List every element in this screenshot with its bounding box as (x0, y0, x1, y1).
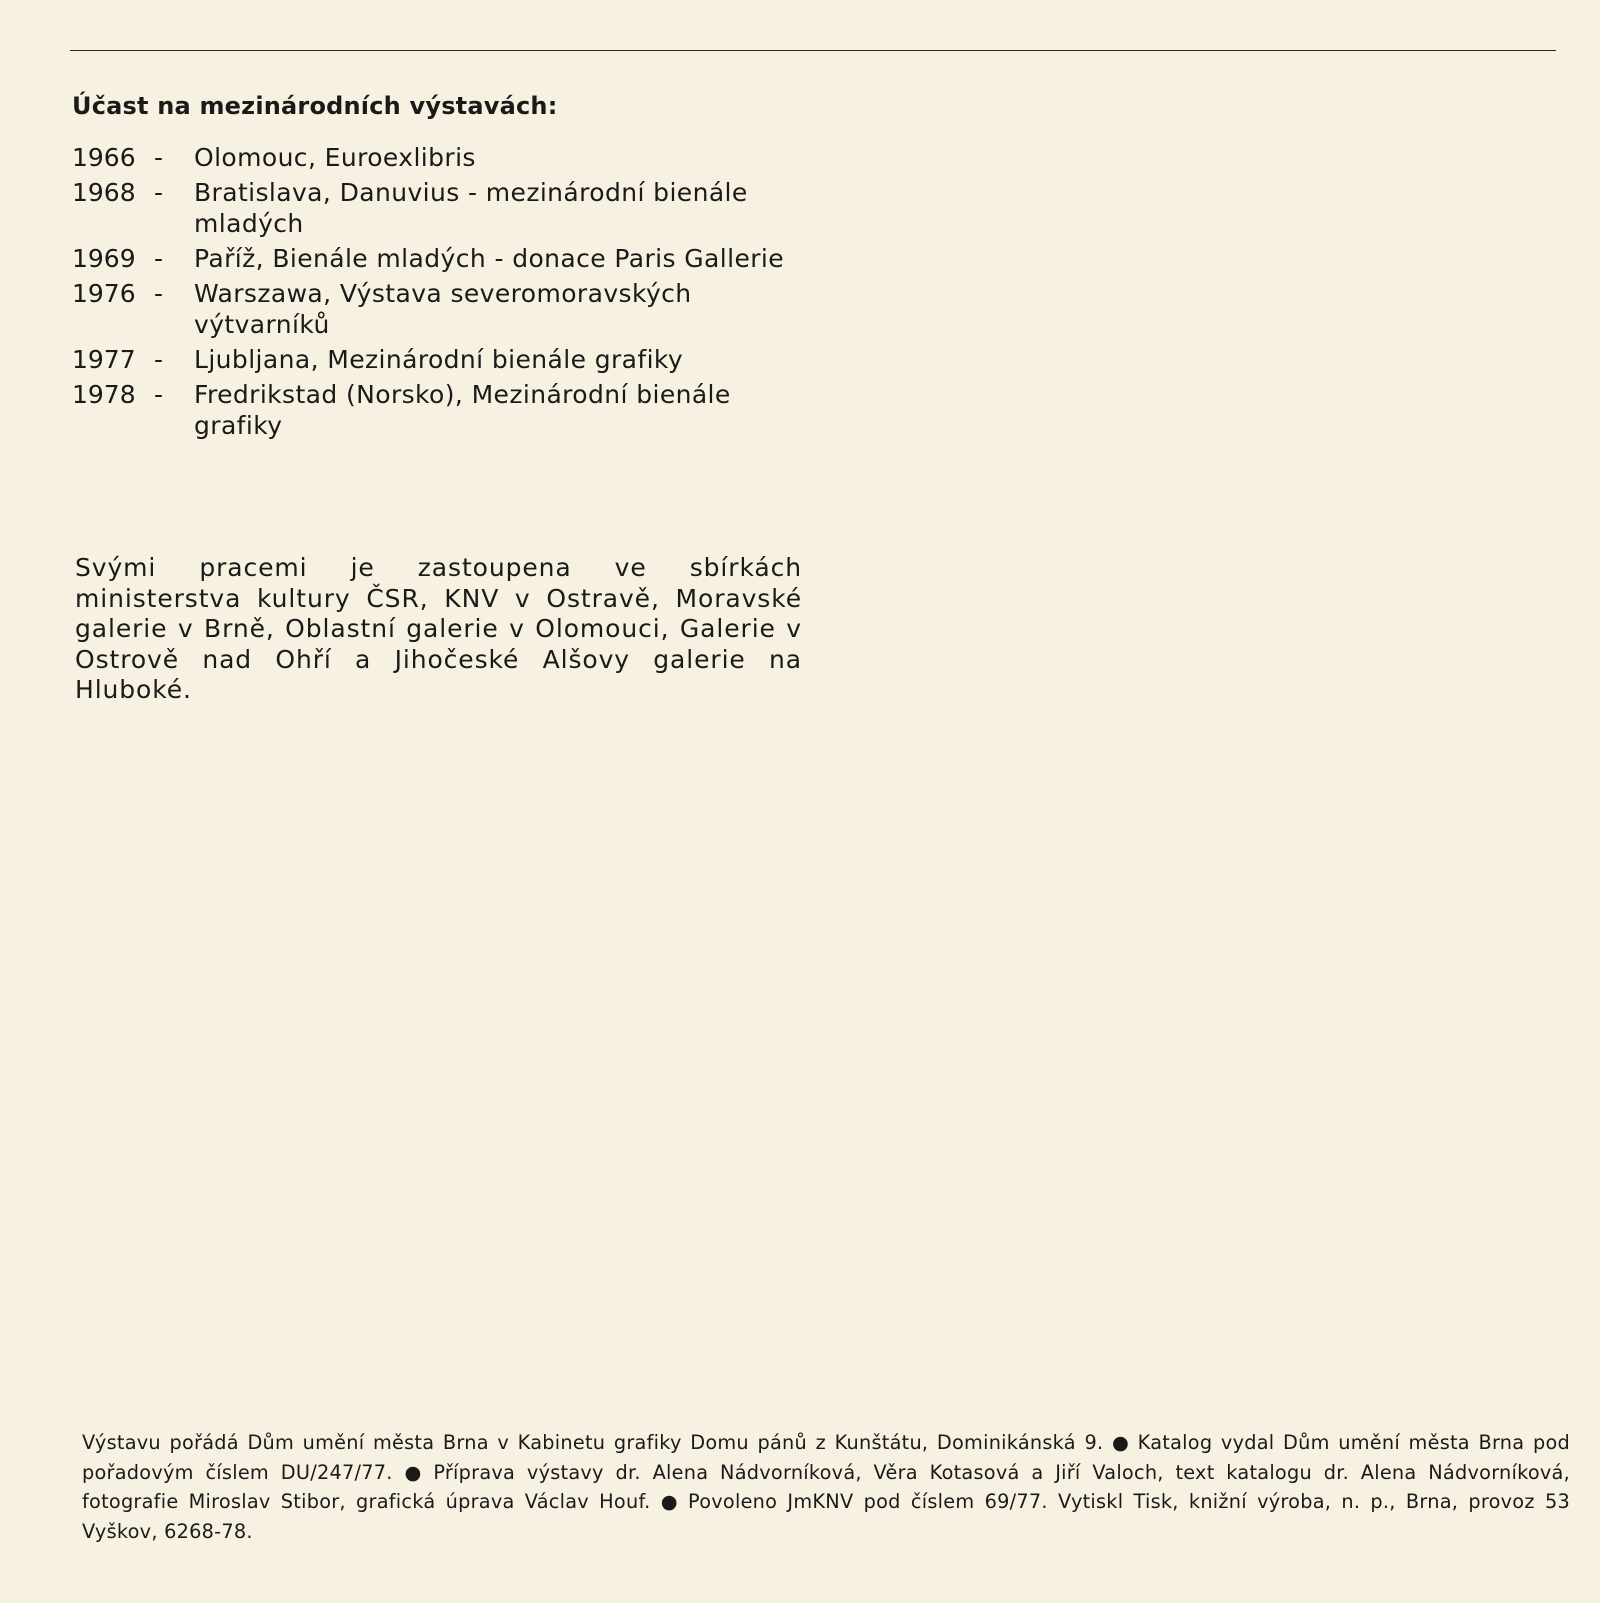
exhibition-row (72, 379, 812, 441)
exhibition-text: Ljubljana, Mezinárodní bienále grafiky (194, 345, 684, 374)
exhibition-row (72, 142, 812, 173)
exhibition-row (72, 243, 812, 274)
exhibition-year: 1976 (72, 279, 136, 308)
top-rule (70, 50, 1556, 51)
colophon-part: Povoleno JmKNV pod číslem 69/77. Vytiskl Tisk, knižní výroba, n. p., Brna, provoz 53 Vyškov, 6268-78. (82, 1490, 1570, 1543)
exhibition-text: Olomouc, Euroexlibris (194, 143, 476, 172)
exhibition-year: 1968 (72, 178, 136, 207)
exhibition-list (72, 142, 812, 445)
exhibition-row (72, 177, 812, 239)
exhibition-dash: - (154, 178, 164, 207)
exhibition-row (72, 344, 812, 375)
exhibition-text: Paříž, Bienále mladých - donace Paris Gallerie (194, 244, 785, 273)
collections-paragraph: Svými pracemi je zastoupena ve sbírkách ministerstva kultury ČSR, KNV v Ostravě, Moravské galerie v Brně, Oblastní galerie v Olomouci, Galerie v Ostrově nad Ohří a Jihočeské Alšovy galerie na Hluboké. (75, 553, 802, 704)
bullet-icon: ● (1111, 1431, 1130, 1454)
colophon (82, 1428, 1570, 1546)
exhibition-text: Bratislava, Danuvius - mezinárodní bienále mladých (194, 178, 748, 238)
exhibition-dash: - (154, 380, 164, 409)
bullet-icon: ● (660, 1490, 678, 1513)
bullet-icon: ● (404, 1460, 422, 1484)
exhibition-row (72, 278, 812, 340)
exhibition-text: Warszawa, Výstava severomoravských výtvarníků (194, 279, 692, 339)
exhibition-dash: - (154, 345, 164, 374)
colophon-part: Výstavu pořádá Dům umění města Brna v Kabinetu grafiky Domu pánů z Kunštátu, Dominikánská 9. (82, 1431, 1104, 1454)
exhibition-year: 1977 (72, 345, 136, 374)
exhibition-dash: - (154, 143, 164, 172)
exhibition-year: 1978 (72, 380, 136, 409)
section-heading: Účast na mezinárodních výstavách: (72, 92, 558, 120)
exhibition-text: Fredrikstad (Norsko), Mezinárodní bienále grafiky (194, 380, 731, 440)
exhibition-dash: - (154, 279, 164, 308)
exhibition-dash: - (154, 244, 164, 273)
colophon-part: Katalog vydal Dům umění města Brna pod pořadovým číslem DU/247/77. (82, 1431, 1570, 1484)
exhibition-year: 1969 (72, 244, 136, 273)
colophon-part: Příprava výstavy dr. Alena Nádvorníková, Věra Kotasová a Jiří Valoch, text katalogu dr. Alena Nádvorníková, fotografie Miroslav Stibor, grafická úprava Václav Houf. (82, 1460, 1570, 1513)
exhibition-year: 1966 (72, 143, 136, 172)
